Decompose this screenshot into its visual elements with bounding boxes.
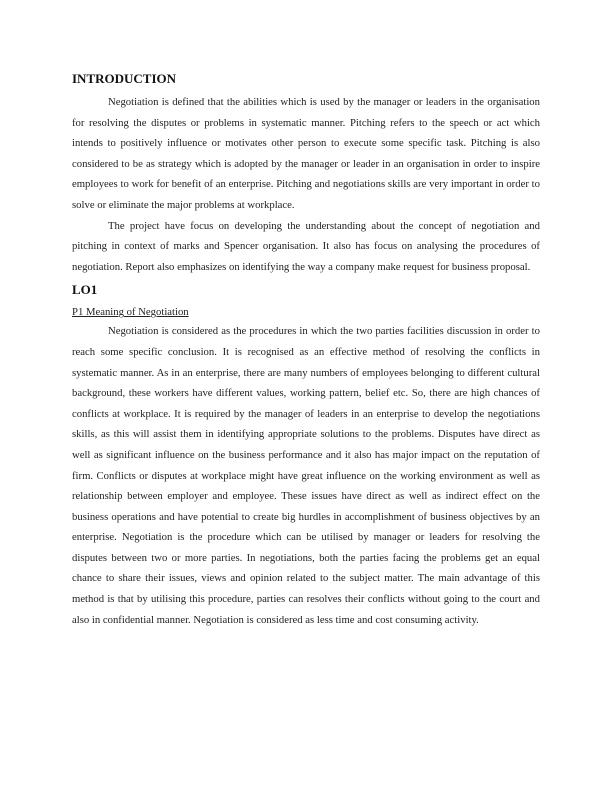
- lo1-heading: LO1: [72, 282, 98, 298]
- document-page: [72, 70, 540, 630]
- negotiation-meaning-paragraph: Negotiation is considered as the procedures in which the two parties facilities discussion in order to reach some specific conclusion. It is recognised as an effective method of resolving the conflicts in systematic manner. As in an enterprise, there are many numbers of employees belonging to different cultural background, these workers have different values, working pattern, belief etc. So, there are high chances of conflicts at workplace. It is required by the manager of leaders in an enterprise to develop the negotiations skills, as this will assist them in identifying appropriate solutions to the problems. Disputes have direct as well as significant influence on the business performance and it also has major impact on the reputation of firm. Conflicts or disputes at workplace might have great influence on the working environment as well as relationship between employer and employee. These issues have direct as well as indirect effect on the business operations and have potential to create big hurdles in accomplishment of business objectives by an enterprise. Negotiation is the procedure which can be utilised by manager or leaders for resolving the disputes between two or more parties. In negotiations, both the parties facing the problems get an equal chance to share their issues, views and opinion related to the subject matter. The main advantage of this method is that by utilising this procedure, parties can resolves their conflicts without going to the court and also in confidential manner. Negotiation is considered as less time and cost consuming activity.: [72, 325, 540, 626]
- p1-subheading: P1 Meaning of Negotiation: [72, 306, 189, 319]
- introduction-paragraph-2: The project have focus on developing the understanding about the concept of negotiation and pitching in context of marks and Spencer organisation. It also has focus on analysing the procedures of negotiation. Report also emphasizes on identifying the way a company make request for business proposal.: [72, 219, 540, 273]
- introduction-paragraph-1: Negotiation is defined that the abilities which is used by the manager or leaders in the organisation for resolving the disputes or problems in systematic manner. Pitching refers to the speech or act which intends to positively influence or motivates other person to execute some specific task. Pitching is also considered to be as strategy which is adopted by the manager or leader in an organisation in order to inspire employees to work for benefit of an enterprise. Pitching and negotiations skills are very important in order to solve or eliminate the major problems at workplace.: [72, 96, 540, 211]
- introduction-heading: INTRODUCTION: [72, 71, 177, 86]
